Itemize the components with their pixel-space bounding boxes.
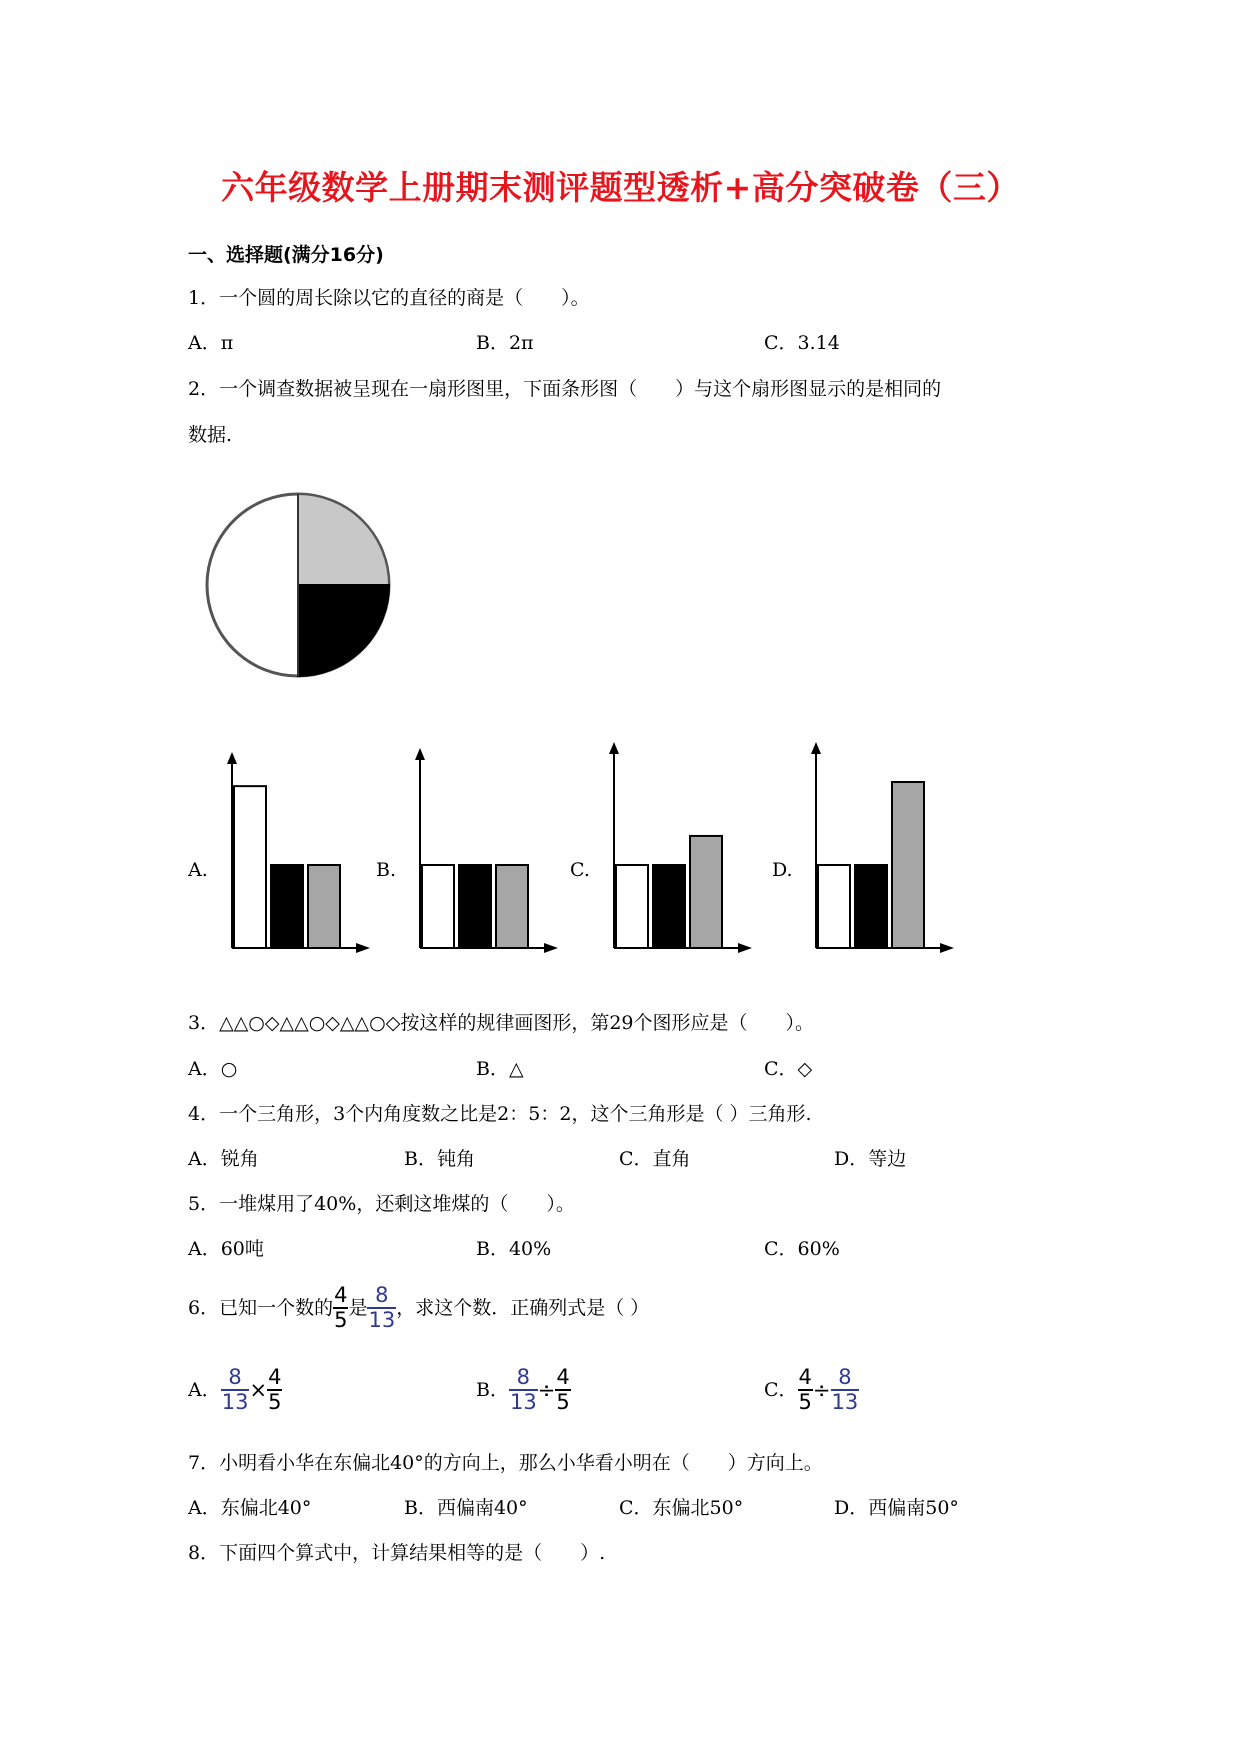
q3-option-b: B．△ (476, 1058, 524, 1080)
fraction-denominator: 5 (798, 1390, 812, 1414)
q4-option-a: A．锐角 (188, 1148, 259, 1170)
fraction-numerator: 8 (228, 1365, 242, 1389)
q6-option-a (188, 1366, 282, 1414)
fraction-denominator: 13 (368, 1308, 396, 1332)
bar-chart-d (810, 742, 956, 952)
q7-option-d: D．西偏南50° (834, 1497, 959, 1519)
bar-chart-a (226, 752, 372, 952)
fraction-numerator: 4 (268, 1365, 282, 1389)
q7-option-a: A．东偏北40° (188, 1497, 312, 1519)
bar-chart-b (414, 748, 560, 952)
q1-option-a: A．π (188, 332, 234, 354)
q6-option-c-label: C． (764, 1379, 798, 1401)
fraction-numerator: 4 (556, 1365, 570, 1389)
q2-option-a-label: A. (188, 859, 208, 881)
fraction-denominator: 5 (556, 1390, 570, 1414)
q5-option-a: A．60吨 (188, 1238, 264, 1260)
q5-option-b: B．40% (476, 1238, 552, 1260)
fraction-8-13 (221, 1366, 250, 1414)
q6-option-c (764, 1366, 859, 1414)
fraction-numerator: 4 (334, 1283, 348, 1307)
bar (459, 865, 491, 948)
q6-middle: 是 (348, 1297, 368, 1319)
fraction-4-5 (798, 1366, 813, 1414)
fraction-8-13 (509, 1366, 538, 1414)
x-axis-arrow (356, 943, 370, 953)
fraction-denominator: 13 (831, 1390, 859, 1414)
question-4: 4．一个三角形，3个内角度数之比是2：5：2，这个三角形是（ ）三角形. (188, 1103, 812, 1125)
question-6 (188, 1284, 649, 1332)
q6-prefix: 6．已知一个数的 (188, 1297, 334, 1319)
x-axis-arrow (940, 943, 954, 953)
q7-option-b: B．西偏南40° (404, 1497, 528, 1519)
x-axis-arrow (544, 943, 558, 953)
q3-option-c: C．◇ (764, 1058, 813, 1080)
q2-option-c-label: C. (570, 859, 590, 881)
q5-option-c: C．60% (764, 1238, 840, 1260)
section-heading: 一、选择题(满分16分) (188, 244, 384, 266)
q2-option-d-label: D. (772, 859, 793, 881)
q3-option-a: A．○ (188, 1058, 238, 1080)
bar (422, 865, 454, 948)
fraction-numerator: 8 (838, 1365, 852, 1389)
divide-sign: ÷ (812, 1378, 831, 1402)
fraction-denominator: 13 (509, 1390, 537, 1414)
fraction-numerator: 4 (798, 1365, 812, 1389)
y-axis-arrow (227, 752, 237, 764)
question-2-line-1: 2．一个调查数据被呈现在一扇形图里，下面条形图（ ）与这个扇形图显示的是相同的 (188, 378, 942, 400)
fraction-denominator: 5 (334, 1308, 348, 1332)
fraction-denominator: 5 (268, 1390, 282, 1414)
y-axis-arrow (415, 748, 425, 760)
times-sign: × (249, 1378, 268, 1402)
q2-option-b-label: B. (376, 859, 397, 881)
bar (653, 865, 685, 948)
fraction-4-5 (267, 1366, 282, 1414)
bar (690, 836, 722, 948)
q1-option-b: B．2π (476, 332, 534, 354)
fraction-denominator: 13 (221, 1390, 249, 1414)
bar-chart-c (608, 742, 754, 952)
fraction-4-5 (555, 1366, 570, 1414)
bar (308, 865, 340, 948)
fraction-4-5 (333, 1284, 348, 1332)
question-1: 1．一个圆的周长除以它的直径的商是（ ）。 (188, 287, 590, 309)
x-axis-arrow (738, 943, 752, 953)
divide-sign: ÷ (537, 1378, 556, 1402)
pie-chart (205, 492, 395, 682)
bar (234, 786, 266, 948)
bar (855, 865, 887, 948)
bar (496, 865, 528, 948)
pie-slice-light (298, 494, 389, 585)
q6-suffix: ，求这个数．正确列式是（ ） (396, 1297, 650, 1319)
fraction-8-13 (831, 1366, 860, 1414)
y-axis-arrow (609, 742, 619, 754)
q6-option-b (476, 1366, 571, 1414)
question-7: 7．小明看小华在东偏北40°的方向上，那么小华看小明在（ ）方向上。 (188, 1452, 823, 1474)
fraction-numerator: 8 (516, 1365, 531, 1389)
pie-slice-dark (298, 585, 389, 676)
bar (616, 865, 648, 948)
q4-option-d: D．等边 (834, 1148, 907, 1170)
q4-option-c: C．直角 (619, 1148, 691, 1170)
q4-option-b: B．钝角 (404, 1148, 475, 1170)
q6-option-b-label: B． (476, 1379, 509, 1401)
question-2-line-2: 数据. (188, 424, 233, 446)
q7-option-c: C．东偏北50° (619, 1497, 744, 1519)
q6-option-a-label: A． (188, 1379, 221, 1401)
fraction-8-13 (367, 1284, 396, 1332)
bar (271, 865, 303, 948)
question-8: 8．下面四个算式中，计算结果相等的是（ ）. (188, 1542, 606, 1564)
question-3: 3．△△○◇△△○◇△△○◇按这样的规律画图形，第29个图形应是（ ）。 (188, 1012, 815, 1034)
fraction-numerator: 8 (375, 1283, 389, 1307)
page-title: 六年级数学上册期末测评题型透析+高分突破卷（三） (221, 168, 1020, 207)
bar (892, 782, 924, 948)
bar (818, 865, 850, 948)
question-5: 5．一堆煤用了40%，还剩这堆煤的（ ）。 (188, 1193, 575, 1215)
y-axis-arrow (811, 742, 821, 754)
q1-option-c: C．3.14 (764, 332, 840, 354)
